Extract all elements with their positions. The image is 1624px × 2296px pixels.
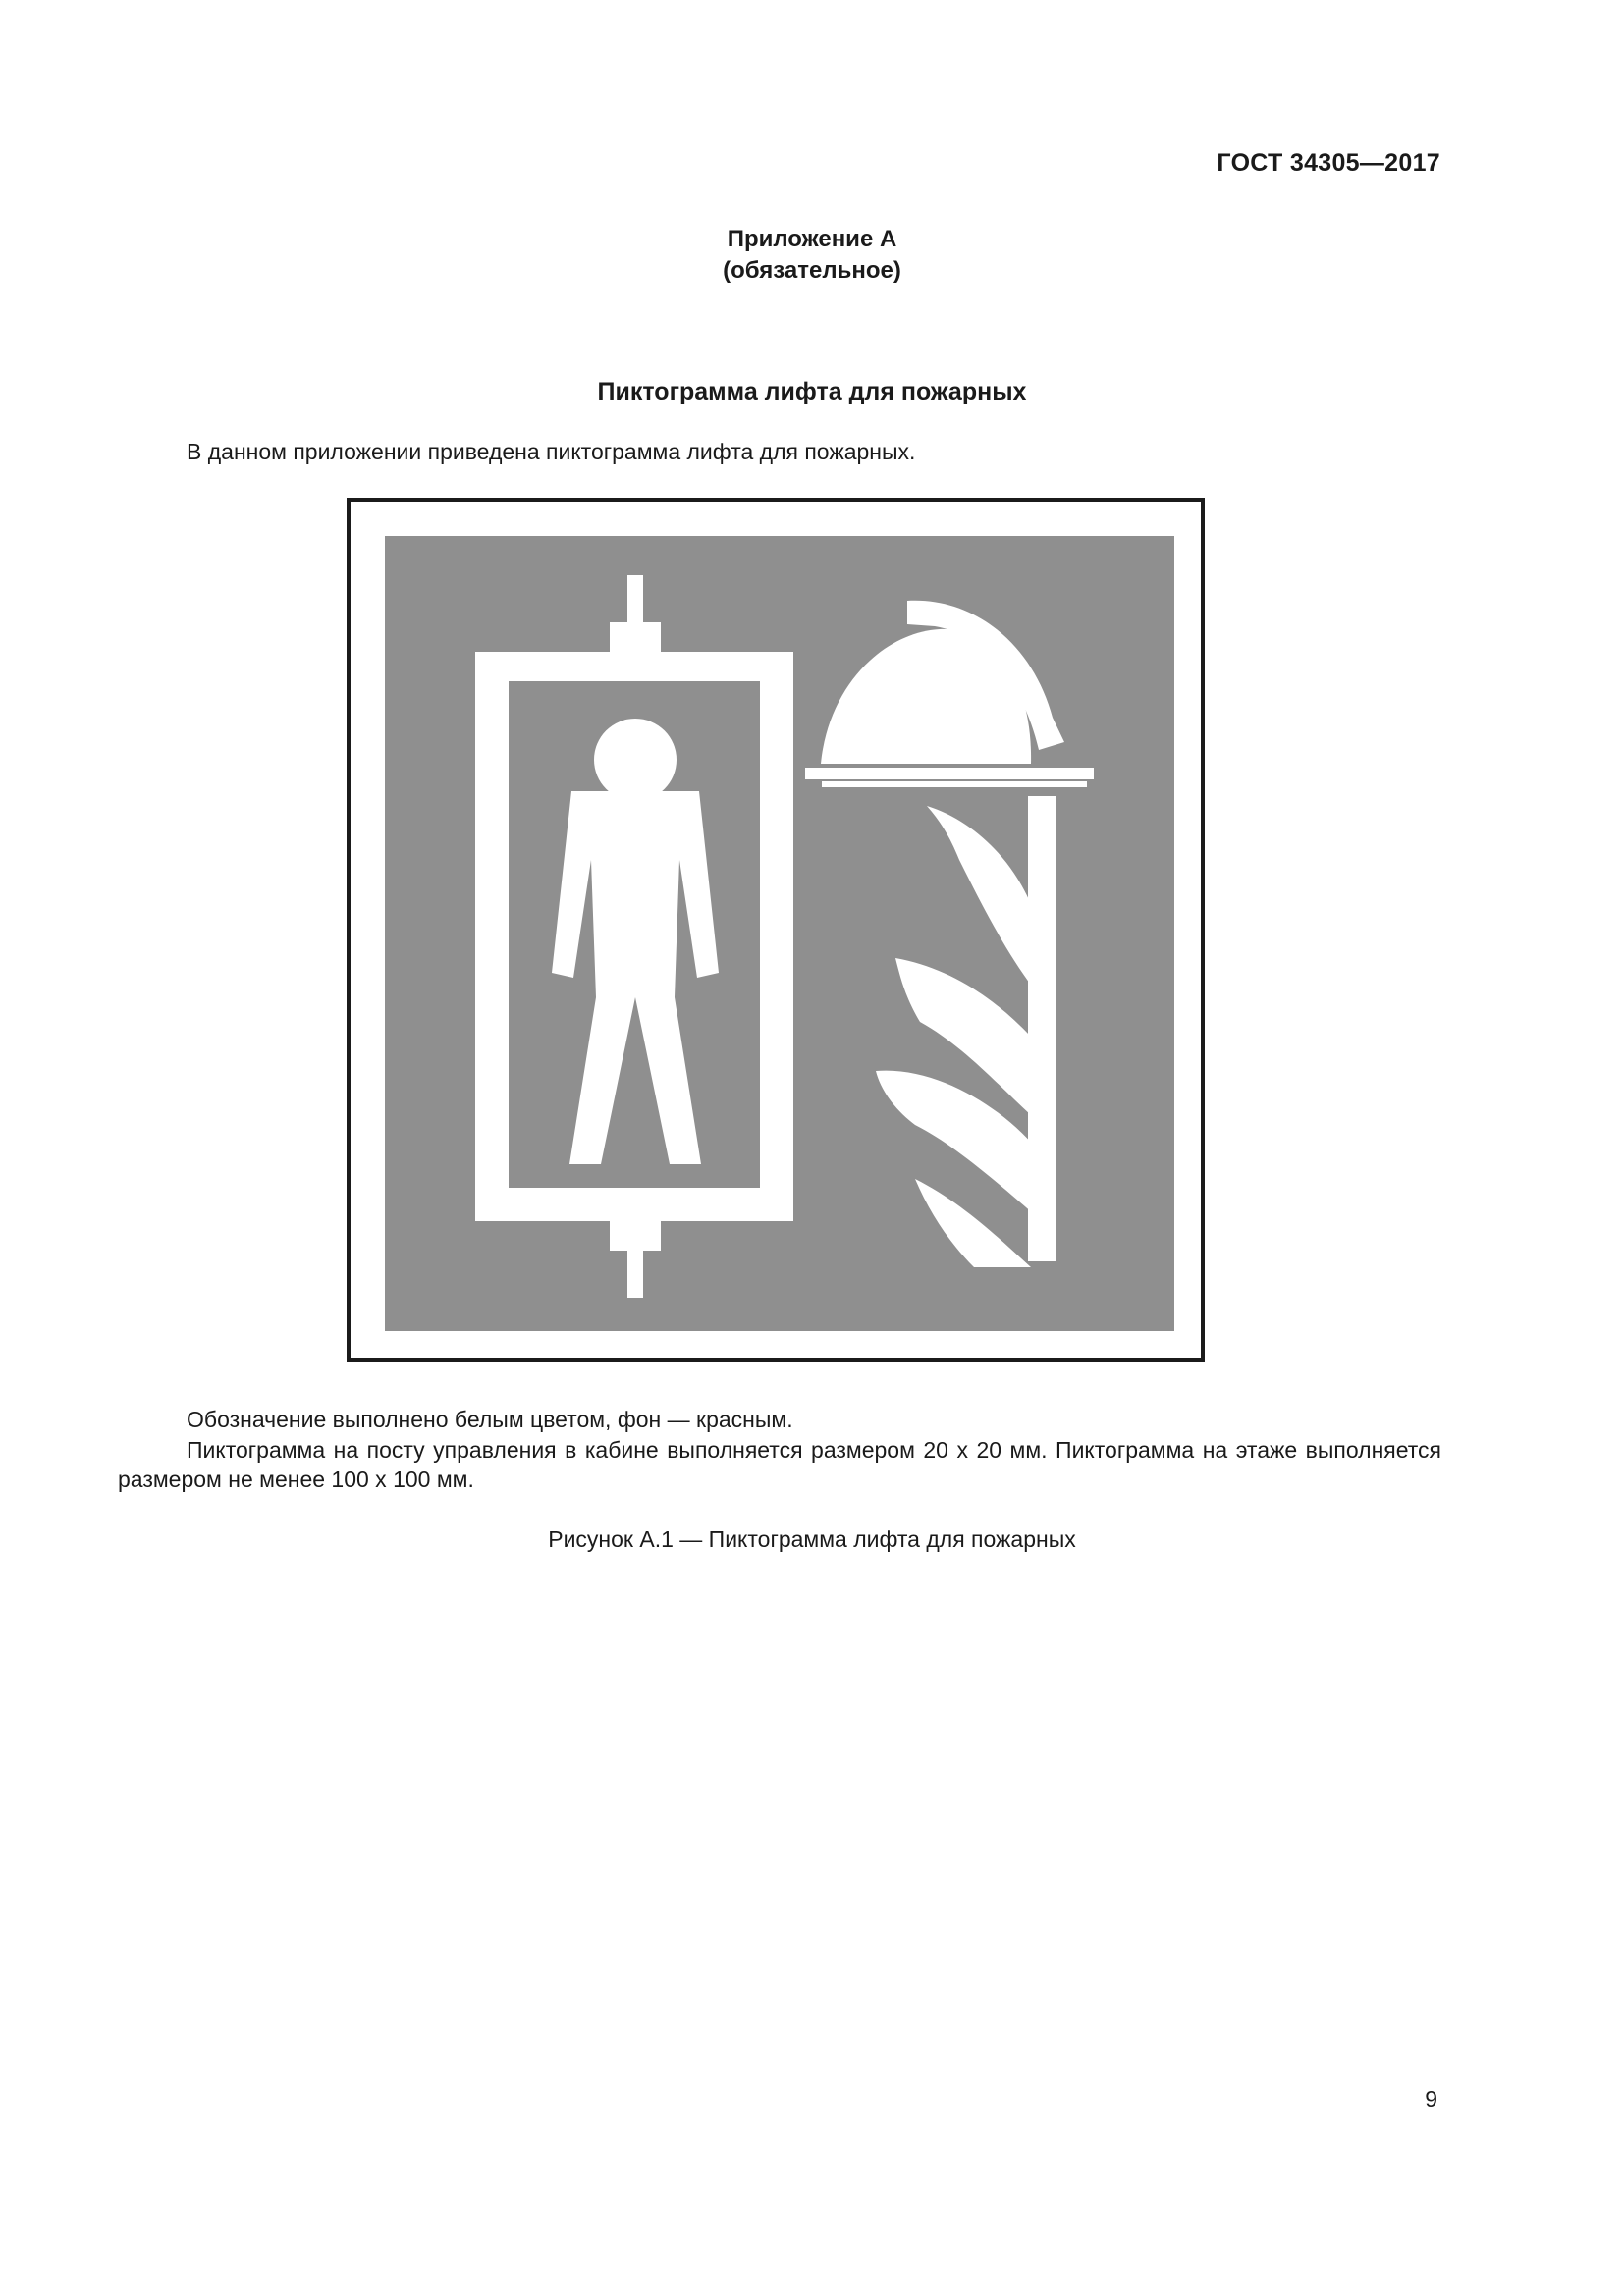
page-number: 9 — [1425, 2086, 1437, 2111]
annex-status: (обязательное) — [723, 257, 901, 284]
section-title: Пиктограмма лифта для пожарных — [597, 378, 1027, 405]
intro-paragraph: В данном приложении приведена пиктограмма лифта для пожарных. — [187, 439, 916, 464]
annex-title: Приложение А — [727, 226, 897, 252]
pictogram-frame — [347, 498, 1205, 1362]
note-colors: Обозначение выполнено белым цветом, фон — красным. — [187, 1407, 793, 1432]
note-sizes: Пиктограмма на посту управления в кабине выполняется размером 20 x 20 мм. Пиктограмма на этаже выполняется размером не менее 100 x 100 мм. — [118, 1437, 1441, 1492]
firefighter-lift-pictogram — [385, 536, 1174, 1331]
figure-caption: Рисунок А.1 — Пиктограмма лифта для пожарных — [548, 1526, 1076, 1552]
document-code: ГОСТ 34305—2017 — [1217, 149, 1440, 177]
